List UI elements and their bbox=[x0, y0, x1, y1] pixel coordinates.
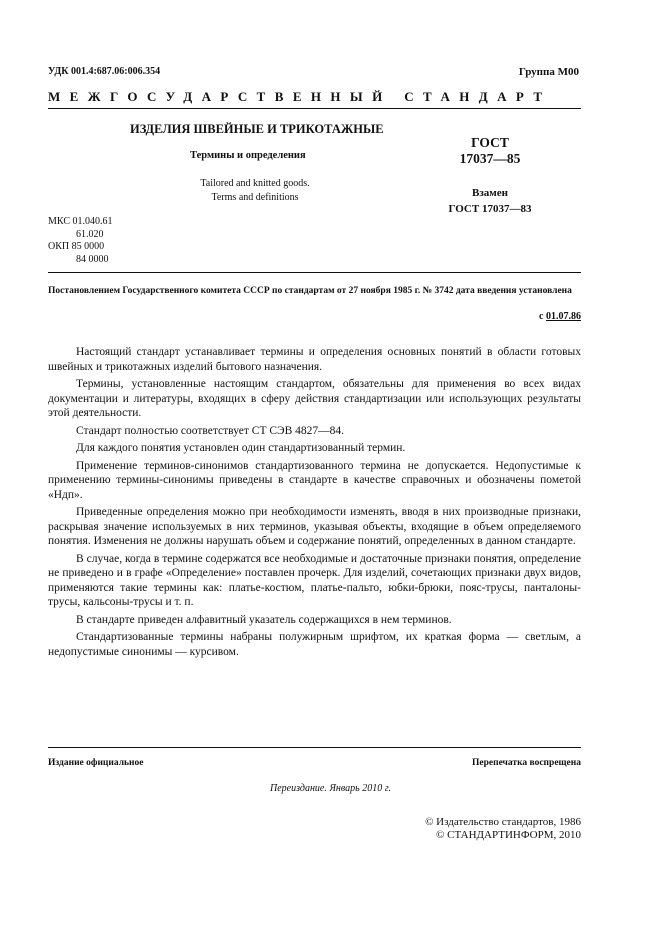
paragraph: В случае, когда в термине содержатся все необходимые и достаточные признаки понятия, определение не приведено и в графе «Определение» поставлен прочерк. Для изделий, сочетающих признаки двух видов, применяются такие термины как: платье-костюм, платье-пальто, юбки-брюки, пояс-трусы, панталоны-трусы, кальсоны-трусы и т. п. bbox=[48, 552, 581, 608]
decree-text: Постановлением Государственного комитета СССР по стандартам от 27 ноября 1985 г. № 3742 дата введения установлена bbox=[48, 286, 572, 296]
okp-code-2: 84 0000 bbox=[76, 253, 109, 265]
paragraph: Приведенные определения можно при необходимости изменять, вводя в них производные признаки, раскрывая значение используемых в них терминов, указывая объекты, входящие в объем определяемого понятия. Изменения не должны нарушать объем и содержание понятий, определенных в данном стандарте. bbox=[48, 506, 581, 547]
mks-code-2: 61.020 bbox=[76, 228, 104, 240]
paragraph: Стандартизованные термины набраны полужирным шрифтом, их краткая форма — светлым, а недопустимые синонимы — курсивом. bbox=[48, 631, 581, 658]
paragraph: Стандарт полностью соответствует СТ СЭВ 4827—84. bbox=[76, 424, 345, 437]
group-code: Группа М00 bbox=[518, 66, 579, 78]
udk-code: УДК 001.4:687.06:006.354 bbox=[48, 66, 161, 77]
decree-rule bbox=[48, 272, 581, 273]
paragraph: Применение терминов-синонимов стандартизованного термина не допускается. Недопустимые к применению термины-синонимы приведены в стандарте в качестве справочных и обозначены пометой «Ндп». bbox=[48, 459, 581, 501]
english-title-line-1: Tailored and knitted goods. bbox=[200, 178, 310, 189]
body-text bbox=[48, 345, 581, 662]
paragraph: В стандарте приведен алфавитный указатель содержащихся в нем терминов. bbox=[76, 613, 452, 626]
gost-number: 17037—85 bbox=[459, 151, 521, 166]
okp-code: ОКП 85 0000 bbox=[48, 241, 105, 252]
english-title bbox=[130, 177, 380, 205]
document-title: ИЗДЕЛИЯ ШВЕЙНЫЕ И ТРИКОТАЖНЫЕ bbox=[130, 122, 384, 136]
paragraph: Для каждого понятия установлен один стандартизованный термин. bbox=[76, 442, 406, 454]
mks-code: МКС 01.040.61 bbox=[48, 216, 113, 227]
top-rule bbox=[48, 108, 581, 109]
replaces-block bbox=[420, 185, 560, 217]
republication-note: Переиздание. Январь 2010 г. bbox=[270, 783, 391, 794]
copyright-line-2: © СТАНДАРТИНФОРМ, 2010 bbox=[436, 829, 581, 841]
replaces-number: ГОСТ 17037—83 bbox=[448, 203, 532, 215]
date-value: 01.07.86 bbox=[546, 311, 581, 322]
classification-codes bbox=[48, 216, 112, 266]
copyright-line-1: © Издательство стандартов, 1986 bbox=[425, 816, 581, 828]
effective-date bbox=[539, 311, 581, 322]
gost-label: ГОСТ bbox=[471, 135, 509, 150]
footer-rule bbox=[48, 747, 581, 748]
standard-type-heading: МЕЖГОСУДАРСТВЕННЫЙ СТАНДАРТ bbox=[48, 89, 552, 104]
gost-designation bbox=[435, 135, 545, 167]
reprint-prohibited-label: Перепечатка воспрещена bbox=[471, 758, 581, 768]
date-prefix: с bbox=[539, 311, 544, 322]
paragraph: Термины, установленные настоящим стандартом, обязательны для применения во всех видах документации и литературы, входящих в сферу действия стандартизации или использующих результаты этой деятельности. bbox=[48, 378, 581, 419]
copyright-block bbox=[425, 816, 581, 842]
english-title-line-2: Terms and definitions bbox=[211, 192, 299, 203]
paragraph: Настоящий стандарт устанавливает термины и определения основных понятий в области готовых швейных и трикотажных изделий бытового назначения. bbox=[48, 346, 581, 373]
replaces-label: Взамен bbox=[472, 187, 508, 199]
official-edition-label: Издание официальное bbox=[48, 758, 144, 768]
document-subtitle: Термины и определения bbox=[190, 150, 306, 161]
